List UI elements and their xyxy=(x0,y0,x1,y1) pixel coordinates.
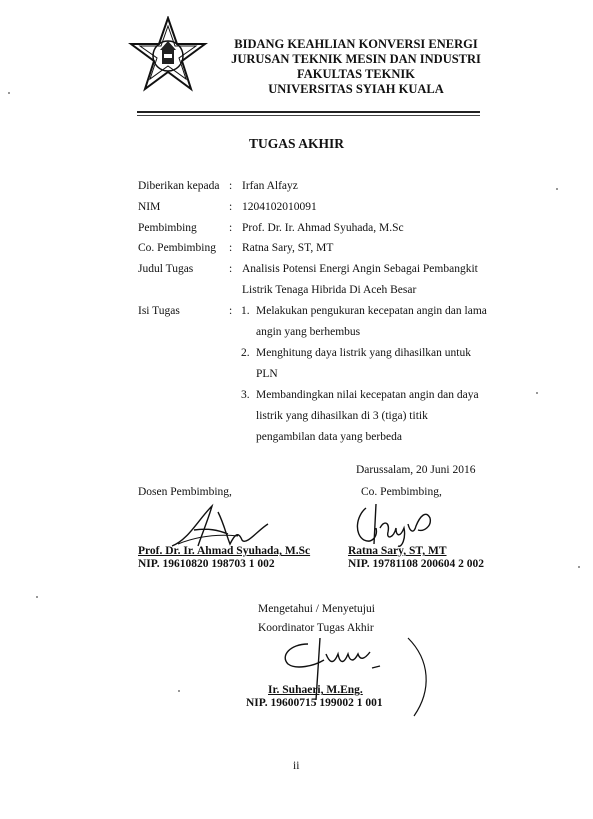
scan-speck xyxy=(178,690,180,692)
field-label: Co. Pembimbing xyxy=(138,242,216,254)
field-label: Isi Tugas xyxy=(138,305,180,317)
task-line: listrik yang dihasilkan di 3 (tiga) titik xyxy=(256,410,428,422)
field-value-co-supervisor: Ratna Sary, ST, MT xyxy=(242,242,334,254)
colon: : xyxy=(229,263,233,275)
field-value-nim: 1204102010091 xyxy=(242,201,317,213)
colon: : xyxy=(229,242,233,254)
field-value-title-line: Analisis Potensi Energi Angin Sebagai Pembangkit xyxy=(242,263,478,275)
dosen-name: Prof. Dr. Ir. Ahmad Syuhada, M.Sc xyxy=(138,545,311,557)
colon: : xyxy=(229,201,233,213)
scan-speck xyxy=(36,596,38,598)
colon: : xyxy=(229,222,233,234)
task-line: Menghitung daya listrik yang dihasilkan untuk xyxy=(256,347,471,359)
coordinator-name: Ir. Suhaeri, M.Eng. xyxy=(268,684,363,696)
co-signature xyxy=(350,498,440,550)
place-date: Darussalam, 20 Juni 2016 xyxy=(356,464,476,476)
field-label: NIM xyxy=(138,201,161,213)
university-seal-icon xyxy=(128,16,208,96)
field-value-supervisor: Prof. Dr. Ir. Ahmad Syuhada, M.Sc xyxy=(242,222,404,234)
coordinator-role: Koordinator Tugas Akhir xyxy=(258,622,374,634)
header-rule xyxy=(137,111,480,113)
task-number: 1. xyxy=(241,305,250,317)
page-title: TUGAS AKHIR xyxy=(249,136,344,151)
task-line: PLN xyxy=(256,368,278,380)
co-heading: Co. Pembimbing, xyxy=(361,486,442,498)
field-value-student: Irfan Alfayz xyxy=(242,180,298,192)
dosen-nip: NIP. 19610820 198703 1 002 xyxy=(138,558,275,570)
colon: : xyxy=(229,180,233,192)
scan-speck xyxy=(8,92,10,94)
letterhead-line: BIDANG KEAHLIAN KONVERSI ENERGI xyxy=(234,37,478,51)
co-name: Ratna Sary, ST, MT xyxy=(348,545,447,557)
page-number: ii xyxy=(293,760,300,772)
scan-speck xyxy=(578,566,580,568)
letterhead-line: UNIVERSITAS SYIAH KUALA xyxy=(268,82,444,96)
task-line: pengambilan data yang berbeda xyxy=(256,431,402,443)
task-number: 2. xyxy=(241,347,250,359)
letterhead-line: FAKULTAS TEKNIK xyxy=(297,67,415,81)
field-label: Judul Tugas xyxy=(138,263,194,275)
scan-speck xyxy=(536,392,538,394)
colon: : xyxy=(229,305,233,317)
task-line: Melakukan pengukuran kecepatan angin dan lama xyxy=(256,305,487,317)
letterhead-line: JURUSAN TEKNIK MESIN DAN INDUSTRI xyxy=(231,52,481,66)
header-rule-thin xyxy=(137,115,480,116)
task-line: Membandingkan nilai kecepatan angin dan daya xyxy=(256,389,479,401)
task-line: angin yang berhembus xyxy=(256,326,361,338)
approval-line: Mengetahui / Menyetujui xyxy=(258,603,375,615)
field-label: Pembimbing xyxy=(138,222,197,234)
scan-speck xyxy=(556,188,558,190)
field-label: Diberikan kepada xyxy=(138,180,220,192)
coordinator-nip: NIP. 19600715 199002 1 001 xyxy=(246,697,383,709)
task-number: 3. xyxy=(241,389,250,401)
dosen-heading: Dosen Pembimbing, xyxy=(138,486,232,498)
co-nip: NIP. 19781108 200604 2 002 xyxy=(348,558,484,570)
field-value-title-line: Listrik Tenaga Hibrida Di Aceh Besar xyxy=(242,284,417,296)
